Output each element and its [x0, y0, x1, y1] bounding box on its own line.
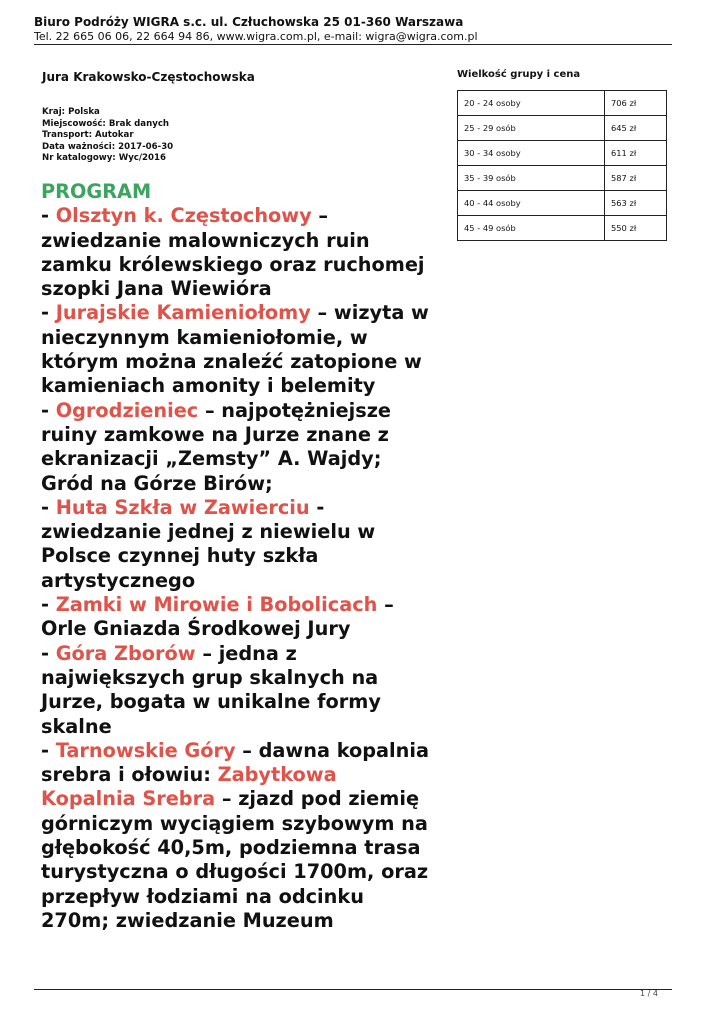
program-line: [41, 374, 451, 398]
company-contact: Tel. 22 665 06 06, 22 664 94 86, www.wigra.com.pl, e-mail: wigra@wigra.com.pl: [34, 30, 478, 43]
trip-title: Jura Krakowsko-Częstochowska: [42, 70, 255, 84]
program-line: [41, 447, 451, 471]
program-place: Ogrodzieniec: [55, 398, 199, 422]
program-text: zamku królewskiego oraz ruchomej: [41, 252, 425, 276]
program-text: Gród na Górze Birów;: [41, 471, 273, 495]
program-text: zwiedzanie malowniczych ruin: [41, 228, 370, 252]
price-row: [458, 91, 667, 116]
price-cell: 611 zł: [605, 141, 667, 166]
program-text: –: [311, 204, 329, 228]
program-text: górniczym wyciągiem szybowym na: [41, 811, 428, 835]
program-text: zwiedzanie jednej z niewielu w: [41, 520, 376, 544]
program-line: [41, 909, 451, 933]
program-text: -: [309, 495, 325, 519]
program-line: [41, 666, 451, 690]
program-text: nieczynnym kamieniołomie, w: [41, 325, 368, 349]
program-place: Kopalnia Srebra: [41, 787, 216, 811]
program-line: [41, 544, 451, 568]
program-line: [41, 423, 451, 447]
program-text: – jedna z: [195, 641, 297, 665]
program-text: przepływ łodziami na odcinku: [41, 884, 364, 908]
program-line: [41, 885, 451, 909]
program-line: [41, 520, 451, 544]
group-size-cell: 25 - 29 osób: [458, 116, 605, 141]
program-text: największych grup skalnych na: [41, 665, 379, 689]
program-place: Góra Zborów: [55, 641, 196, 665]
program-heading: PROGRAM: [41, 180, 152, 203]
program-line: [41, 472, 451, 496]
group-size-cell: 45 - 49 osób: [458, 216, 605, 241]
program-line: [41, 350, 451, 374]
meta-country: Kraj: Polska: [42, 107, 100, 117]
price-row: [458, 216, 667, 241]
program-text: artystycznego: [41, 568, 196, 592]
program-text: kamieniach amonity i belemity: [41, 374, 376, 398]
price-cell: 706 zł: [605, 91, 667, 116]
program-line: [41, 787, 451, 811]
program-place: Jurajskie Kamieniołomy: [55, 301, 311, 325]
program-text: –: [377, 593, 394, 617]
price-row: [458, 166, 667, 191]
program-text: -: [41, 398, 56, 422]
program-text: srebra i ołowiu:: [41, 763, 218, 787]
program-text: Polsce czynnej huty szkła: [41, 544, 319, 568]
program-line: [41, 642, 451, 666]
program-line: [41, 836, 451, 860]
price-row: [458, 116, 667, 141]
price-table: [457, 90, 667, 241]
group-size-cell: 35 - 39 osób: [458, 166, 605, 191]
program-line: [41, 739, 451, 763]
price-cell: 645 zł: [605, 116, 667, 141]
program-line: [41, 715, 451, 739]
program-line: [41, 277, 451, 301]
program-line: [41, 229, 451, 253]
trip-meta: [42, 107, 173, 165]
program-place: Zamki w Mirowie i Bobolicach: [55, 593, 378, 617]
price-row: [458, 191, 667, 216]
program-line: [41, 690, 451, 714]
program-line: [41, 763, 451, 787]
company-header: [34, 15, 674, 44]
header-divider: [34, 44, 672, 45]
program-text: -: [41, 204, 56, 228]
program-place: Huta Szkła w Zawierciu: [55, 495, 310, 519]
program-place: Tarnowskie Góry: [55, 738, 236, 762]
meta-catalog-number: Nr katalogowy: Wyc/2016: [42, 153, 166, 163]
program-line: [41, 204, 451, 228]
program-text: turystyczna o długości 1700m, oraz: [41, 860, 429, 884]
program-line: [41, 860, 451, 884]
program-section: [41, 180, 451, 933]
price-cell: 587 zł: [605, 166, 667, 191]
program-text: ekranizacji „Zemsty” A. Wajdy;: [41, 447, 382, 471]
price-table-title: Wielkość grupy i cena: [457, 69, 581, 80]
program-text: -: [41, 495, 56, 519]
program-text: którym można znaleźć zatopione w: [41, 350, 422, 374]
program-text: ruiny zamkowe na Jurze znane z: [41, 422, 389, 446]
price-cell: 550 zł: [605, 216, 667, 241]
meta-transport: Transport: Autokar: [42, 130, 134, 140]
program-text: – najpotężniejsze: [198, 398, 392, 422]
program-text: -: [41, 641, 56, 665]
program-place: Zabytkowa: [217, 763, 337, 787]
program-text: – wizyta w: [310, 301, 429, 325]
program-text: -: [41, 593, 56, 617]
program-text: 270m; zwiedzanie Muzeum: [41, 908, 334, 932]
program-text: – zjazd pod ziemię: [215, 787, 420, 811]
program-line: [41, 326, 451, 350]
program-line: [41, 569, 451, 593]
meta-valid-until: Data ważności: 2017-06-30: [42, 141, 174, 152]
program-line: [41, 399, 451, 423]
program-line: [41, 812, 451, 836]
price-row: [458, 141, 667, 166]
program-text: szopki Jana Wiewióra: [41, 277, 272, 301]
program-text: -: [41, 738, 56, 762]
program-line: [41, 593, 451, 617]
program-text: Orle Gniazda Środkowej Jury: [41, 617, 351, 641]
program-line: [41, 496, 451, 520]
program-text: skalne: [41, 714, 112, 738]
program-text: – dawna kopalnia: [235, 738, 430, 762]
page-number: 1 / 4: [640, 989, 658, 998]
program-text: Jurze, bogata w unikalne formy: [41, 690, 381, 714]
group-size-cell: 30 - 34 osoby: [458, 141, 605, 166]
program-line: [41, 253, 451, 277]
group-size-cell: 40 - 44 osoby: [458, 191, 605, 216]
company-name: Biuro Podróży WIGRA s.c. ul. Człuchowska 25 01-360 Warszawa: [34, 15, 464, 29]
program-text: -: [41, 301, 56, 325]
program-line: [41, 617, 451, 641]
program-lines: [41, 204, 451, 933]
meta-location: Miejscowość: Brak danych: [42, 118, 170, 129]
price-cell: 563 zł: [605, 191, 667, 216]
program-line: [41, 301, 451, 325]
program-text: głębokość 40,5m, podziemna trasa: [41, 836, 421, 860]
program-place: Olsztyn k. Częstochowy: [55, 204, 312, 228]
footer-divider: [34, 989, 672, 990]
group-size-cell: 20 - 24 osoby: [458, 91, 605, 116]
